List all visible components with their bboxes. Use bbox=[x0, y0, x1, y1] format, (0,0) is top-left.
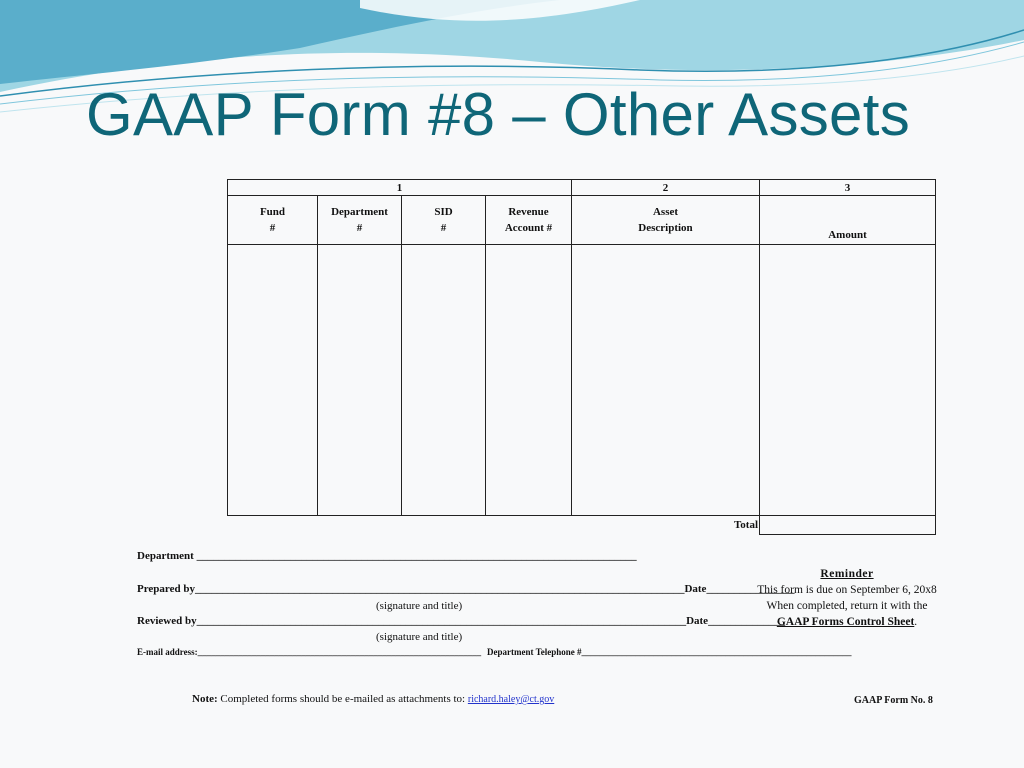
asset-description-cell[interactable] bbox=[572, 245, 760, 516]
page-title: GAAP Form #8 – Other Assets bbox=[86, 81, 910, 148]
note-label: Note: bbox=[192, 693, 218, 705]
reminder-return-note: When completed, return it with the bbox=[766, 600, 928, 612]
revenue-account-cell[interactable] bbox=[486, 245, 572, 516]
reviewed-by-field[interactable]: Reviewed by_________________________________________________________________________________________Date______________ bbox=[137, 615, 786, 627]
header-amount: Amount bbox=[760, 196, 936, 245]
header-revenue-account: Revenue Account # bbox=[486, 196, 572, 245]
signature-note-reviewed: (signature and title) bbox=[376, 631, 463, 643]
entry-row bbox=[228, 245, 936, 516]
reminder-period: . bbox=[914, 616, 918, 628]
control-sheet-label: GAAP Forms Control Sheet bbox=[776, 616, 915, 628]
group-header-2: 2 bbox=[572, 180, 760, 196]
total-label: Total bbox=[228, 516, 760, 535]
group-header-3: 3 bbox=[760, 180, 936, 196]
signature-note-prepared: (signature and title) bbox=[376, 600, 463, 612]
email-link[interactable]: richard.haley@ct.gov bbox=[467, 694, 555, 705]
sid-cell[interactable] bbox=[402, 245, 486, 516]
amount-cell[interactable] bbox=[760, 245, 936, 516]
header-asset-description: Asset Description bbox=[572, 196, 760, 245]
other-assets-table bbox=[227, 179, 936, 535]
header-department: Department # bbox=[318, 196, 402, 245]
note-line bbox=[192, 693, 554, 705]
note-text: Completed forms should be e-mailed as attachments to: bbox=[220, 693, 466, 705]
fund-cell[interactable] bbox=[228, 245, 318, 516]
column-group-row bbox=[228, 180, 936, 196]
department-cell[interactable] bbox=[318, 245, 402, 516]
group-header-1: 1 bbox=[228, 180, 572, 196]
reminder-due-date: This form is due on September 6, 20x8 bbox=[757, 584, 937, 596]
reminder-title: Reminder bbox=[820, 568, 874, 580]
prepared-by-field[interactable]: Prepared by_________________________________________________________________________________________Date________________ bbox=[137, 583, 795, 595]
total-row bbox=[228, 516, 936, 535]
header-fund: Fund # bbox=[228, 196, 318, 245]
total-amount-cell[interactable] bbox=[760, 516, 936, 535]
reminder-box bbox=[757, 566, 937, 630]
department-field[interactable]: Department ________________________________________________________________________________ bbox=[137, 550, 637, 562]
header-sid: SID # bbox=[402, 196, 486, 245]
email-field[interactable]: E-mail address:_______________________________________________________________ bbox=[137, 647, 482, 657]
form-number: GAAP Form No. 8 bbox=[854, 695, 933, 706]
telephone-field[interactable]: Department Telephone #____________________________________________________________ bbox=[487, 647, 852, 657]
column-header-row bbox=[228, 196, 936, 245]
